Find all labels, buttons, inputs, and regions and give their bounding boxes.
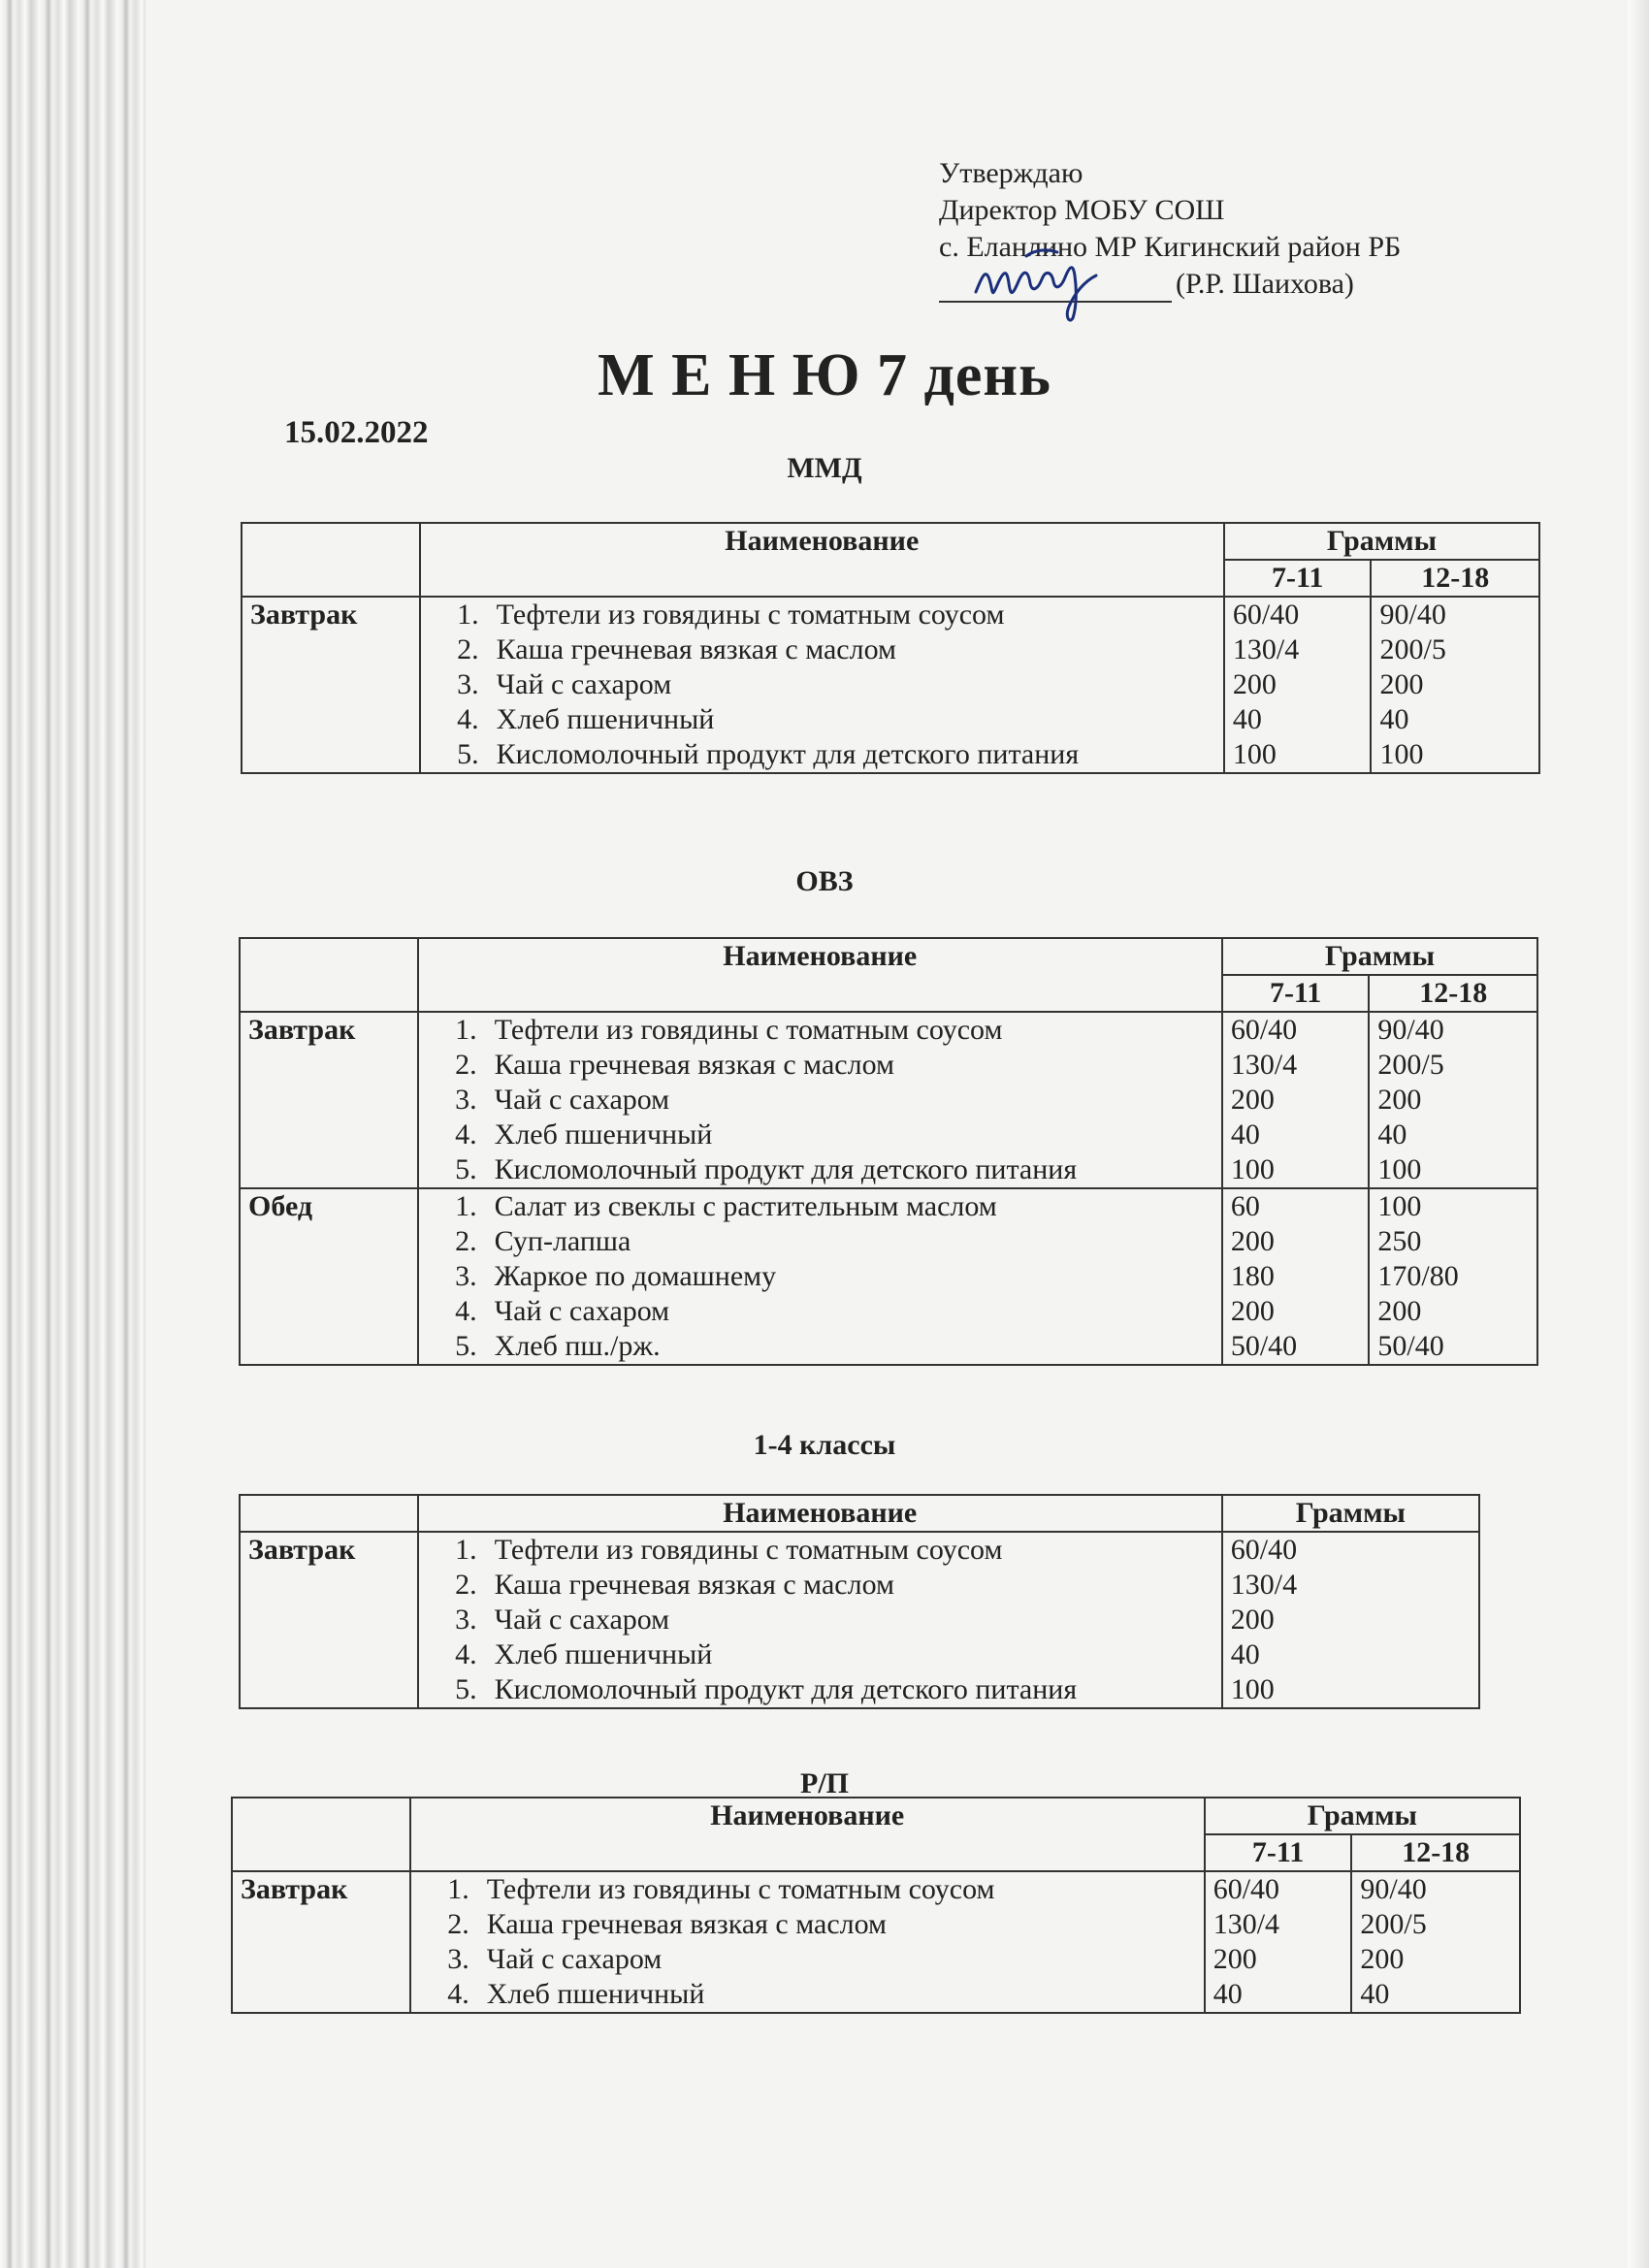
table-row: [242, 597, 1539, 773]
list-item: [427, 1533, 1213, 1568]
name-header: Наименование: [410, 1798, 1205, 1871]
dish-name: Кисломолочный продукт для детского питания: [494, 1153, 1078, 1185]
grams-value: 100: [1379, 738, 1424, 770]
scan-edge-right: [1628, 0, 1649, 2268]
grams-header: Граммы: [1222, 1495, 1479, 1532]
meal-label: Завтрак: [240, 1012, 418, 1188]
meal-header-cell: [232, 1798, 410, 1871]
dish-name: Тефтели из говядины с томатным соусом: [486, 1873, 995, 1905]
grams-value: 40: [1360, 1978, 1390, 2010]
dish-name: Чай с сахаром: [486, 1943, 663, 1975]
item-number: 2.: [457, 633, 479, 665]
item-number: 2.: [447, 1908, 469, 1940]
item-number: 5.: [457, 738, 479, 770]
scan-edge-left: [0, 0, 146, 2268]
grams-value: 90/40: [1377, 1014, 1444, 1046]
age-header-7-11: 7-11: [1205, 1834, 1352, 1871]
signature-image: [968, 239, 1104, 326]
dish-name: Каша гречневая вязкая с маслом: [486, 1908, 888, 1940]
grams-value: 100: [1230, 1153, 1275, 1185]
grams-value: 40: [1212, 1978, 1243, 2010]
list-item: [427, 1603, 1213, 1637]
dish-name: Жаркое по домашнему: [494, 1260, 777, 1292]
grams-7-11-column: [1222, 1188, 1370, 1365]
grams-value: 200: [1377, 1084, 1422, 1116]
signature-blank: [939, 268, 1172, 303]
name-header: Наименование: [420, 523, 1224, 597]
menu-table-mmd: [241, 522, 1540, 774]
grams-value: 40: [1230, 1638, 1260, 1670]
item-number: 1.: [457, 599, 479, 631]
item-number: 3.: [457, 668, 479, 700]
grams-value: 60/40: [1232, 599, 1300, 631]
name-header: Наименование: [418, 1495, 1222, 1532]
meal-label: Обед: [240, 1188, 418, 1365]
grams-value: 200: [1379, 668, 1424, 700]
item-number: 3.: [455, 1260, 477, 1292]
table-row: [240, 1012, 1537, 1188]
item-number: 4.: [455, 1638, 477, 1670]
table-row: [232, 1871, 1520, 2013]
list-item: [427, 1152, 1213, 1187]
meal-header-cell: [240, 938, 418, 1012]
dish-name: Чай с сахаром: [496, 668, 672, 700]
approval-heading: Утверждаю: [939, 157, 1083, 189]
item-number: 1.: [447, 1873, 469, 1905]
grams-value: 250: [1377, 1225, 1422, 1257]
grams-value: 60/40: [1230, 1014, 1298, 1046]
grams-7-11-column: [1205, 1871, 1352, 2013]
grams-value: 100: [1230, 1673, 1275, 1705]
grams-header: Граммы: [1224, 523, 1539, 560]
grams-value: 200/5: [1377, 1049, 1444, 1081]
grams-value: 40: [1377, 1118, 1407, 1150]
list-item: [427, 1013, 1213, 1048]
dish-name: Кисломолочный продукт для детского питания: [496, 738, 1080, 770]
dish-name: Хлеб пшеничный: [486, 1978, 705, 2010]
grams-7-11-column: [1224, 597, 1372, 773]
grams-value: 200: [1230, 1295, 1275, 1327]
grams-value: 200: [1230, 1084, 1275, 1116]
item-number: 2.: [455, 1225, 477, 1257]
item-number: 4.: [457, 703, 479, 735]
list-item: [427, 1224, 1213, 1259]
menu-table-ovz: [239, 937, 1538, 1366]
item-number: 1.: [455, 1190, 477, 1222]
item-number: 3.: [455, 1604, 477, 1636]
list-item: [427, 1568, 1213, 1603]
dish-name: Хлеб пш./рж.: [494, 1330, 661, 1362]
page-title: М Е Н Ю 7 день: [598, 342, 1051, 408]
grams-value: 200: [1377, 1295, 1422, 1327]
grams-12-18-column: [1371, 597, 1539, 773]
approval-block: [939, 155, 1401, 303]
grams-value: 200: [1232, 668, 1277, 700]
table-row: [240, 1188, 1537, 1365]
dish-name: Тефтели из говядины с томатным соусом: [494, 1014, 1003, 1046]
dish-name: Хлеб пшеничный: [496, 703, 715, 735]
item-number: 5.: [455, 1673, 477, 1705]
section-title-classes: 1-4 классы: [753, 1429, 896, 1461]
menu-table-rp: [231, 1797, 1521, 2014]
grams-value: 200: [1230, 1604, 1275, 1636]
dish-list: [420, 597, 1224, 773]
item-number: 3.: [447, 1943, 469, 1975]
dish-list: [418, 1188, 1222, 1365]
dish-name: Тефтели из говядины с томатным соусом: [496, 599, 1005, 631]
age-header-7-11: 7-11: [1224, 560, 1372, 597]
grams-value: 50/40: [1377, 1330, 1444, 1362]
item-number: 5.: [455, 1330, 477, 1362]
list-item: [429, 737, 1215, 772]
dish-list: [410, 1871, 1205, 2013]
list-item: [427, 1329, 1213, 1364]
table-header-row: [242, 523, 1539, 560]
grams-value: 90/40: [1360, 1873, 1427, 1905]
item-number: 4.: [447, 1978, 469, 2010]
table-row: [240, 1532, 1479, 1708]
section-title-mmd: ММД: [787, 452, 862, 484]
director-name: (Р.Р. Шаихова): [1176, 268, 1354, 300]
grams-value: 50/40: [1230, 1330, 1298, 1362]
meal-label: Завтрак: [242, 597, 420, 773]
grams-value: 60/40: [1230, 1534, 1298, 1566]
list-item: [419, 1977, 1196, 2012]
meal-label: Завтрак: [232, 1871, 410, 2013]
list-item: [419, 1907, 1196, 1942]
dish-name: Хлеб пшеничный: [494, 1638, 713, 1670]
grams-value: 40: [1379, 703, 1409, 735]
grams-value: 200/5: [1360, 1908, 1427, 1940]
list-item: [427, 1294, 1213, 1329]
item-number: 5.: [455, 1153, 477, 1185]
dish-name: Суп-лапша: [494, 1225, 631, 1257]
list-item: [427, 1189, 1213, 1224]
item-number: 4.: [455, 1295, 477, 1327]
grams-value: 100: [1377, 1153, 1422, 1185]
grams-12-18-column: [1351, 1871, 1520, 2013]
dish-name: Каша гречневая вязкая с маслом: [496, 633, 896, 665]
section-title-ovz: ОВЗ: [795, 865, 854, 897]
dish-name: Хлеб пшеничный: [494, 1118, 713, 1150]
dish-name: Чай с сахаром: [494, 1604, 670, 1636]
grams-value: 40: [1230, 1118, 1260, 1150]
dish-name: Кисломолочный продукт для детского питания: [494, 1673, 1078, 1705]
meal-header-cell: [240, 1495, 418, 1532]
item-number: 3.: [455, 1084, 477, 1116]
list-item: [419, 1942, 1196, 1977]
item-number: 2.: [455, 1569, 477, 1601]
list-item: [427, 1118, 1213, 1152]
table-header-row: [240, 1495, 1479, 1532]
signature-line: [939, 266, 1401, 303]
age-header-7-11: 7-11: [1222, 975, 1370, 1012]
grams-header: Граммы: [1205, 1798, 1520, 1834]
grams-value: 60: [1230, 1190, 1260, 1222]
item-number: 1.: [455, 1534, 477, 1566]
list-item: [427, 1048, 1213, 1083]
dish-name: Чай с сахаром: [494, 1295, 670, 1327]
table-header-row: [240, 938, 1537, 975]
table-header-row: [232, 1798, 1520, 1834]
dish-list: [418, 1012, 1222, 1188]
dish-name: Чай с сахаром: [494, 1084, 670, 1116]
age-header-12-18: 12-18: [1351, 1834, 1520, 1871]
grams-value: 200/5: [1379, 633, 1446, 665]
grams-value: 200: [1230, 1225, 1275, 1257]
grams-value: 130/4: [1230, 1049, 1298, 1081]
grams-value: 200: [1360, 1943, 1405, 1975]
name-header: Наименование: [418, 938, 1222, 1012]
menu-table-classes: [239, 1494, 1480, 1709]
dish-name: Салат из свеклы с растительным маслом: [494, 1190, 997, 1222]
menu-date: 15.02.2022: [284, 415, 429, 450]
list-item: [429, 632, 1215, 667]
list-item: [429, 667, 1215, 702]
section-title-rp: Р/П: [800, 1767, 849, 1799]
list-item: [429, 598, 1215, 632]
grams-value: 170/80: [1377, 1260, 1459, 1292]
grams-7-11-column: [1222, 1012, 1370, 1188]
list-item: [419, 1872, 1196, 1907]
list-item: [427, 1083, 1213, 1118]
grams-12-18-column: [1369, 1012, 1537, 1188]
grams-value: 130/4: [1230, 1569, 1298, 1601]
dish-name: Каша гречневая вязкая с маслом: [494, 1049, 894, 1081]
grams-value: 40: [1232, 703, 1262, 735]
grams-12-18-column: [1369, 1188, 1537, 1365]
grams-column: [1222, 1532, 1479, 1708]
list-item: [427, 1259, 1213, 1294]
dish-name: Каша гречневая вязкая с маслом: [494, 1569, 894, 1601]
approval-position: Директор МОБУ СОШ: [939, 194, 1225, 226]
grams-value: 100: [1232, 738, 1277, 770]
grams-value: 60/40: [1212, 1873, 1280, 1905]
item-number: 2.: [455, 1049, 477, 1081]
age-header-12-18: 12-18: [1369, 975, 1537, 1012]
grams-value: 130/4: [1212, 1908, 1280, 1940]
approval-organization: с. Еланлино МР Кигинский район РБ: [939, 231, 1402, 263]
dish-list: [418, 1532, 1222, 1708]
dish-name: Тефтели из говядины с томатным соусом: [494, 1534, 1003, 1566]
list-item: [427, 1637, 1213, 1672]
meal-label: Завтрак: [240, 1532, 418, 1708]
grams-value: 100: [1377, 1190, 1422, 1222]
item-number: 1.: [455, 1014, 477, 1046]
grams-value: 180: [1230, 1260, 1275, 1292]
list-item: [429, 702, 1215, 737]
item-number: 4.: [455, 1118, 477, 1150]
grams-value: 130/4: [1232, 633, 1300, 665]
list-item: [427, 1672, 1213, 1707]
grams-header: Граммы: [1222, 938, 1537, 975]
grams-value: 200: [1212, 1943, 1257, 1975]
meal-header-cell: [242, 523, 420, 597]
age-header-12-18: 12-18: [1371, 560, 1539, 597]
grams-value: 90/40: [1379, 599, 1446, 631]
